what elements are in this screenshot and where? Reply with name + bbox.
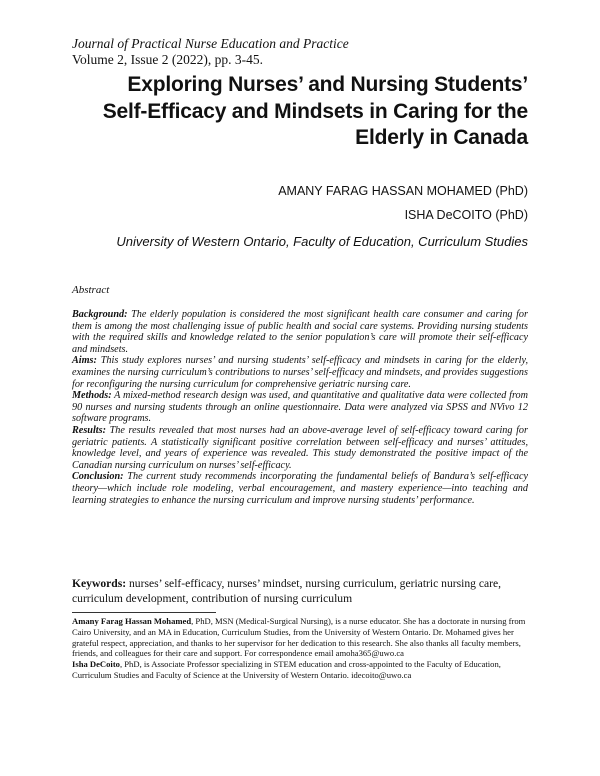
abstract-body xyxy=(72,309,528,506)
section-label: Results: xyxy=(72,424,106,436)
footnotes xyxy=(72,616,530,681)
affiliation: University of Western Ontario, Faculty of Education, Curriculum Studies xyxy=(116,234,528,249)
section-text: This study explores nurses’ and nursing students’ self-efficacy and mindsets in caring for the elderly, examines the nursing curriculum’s contributions to nurses’ self-efficacy and mindsets, and provides suggestions for reconfiguring the nursing curriculum for comprehensive geriatric nursing care. xyxy=(72,355,528,390)
section-text: The results revealed that most nurses had an above-average level of self-efficacy toward caring for geriatric patients. A statistically significant positive correlation between self-efficacy and nurses’ attitudes, knowledge level, and years of experience was revealed. This study demonstrated the positive impact of the Canadian nursing curriculum on nurses’ self-efficacy. xyxy=(72,424,528,471)
section-label: Aims: xyxy=(72,355,97,367)
keywords-label: Keywords: xyxy=(72,577,127,590)
section-text: A mixed-method research design was used, and quantitative and qualitative data were collected from 90 nurses and nursing students through an online questionnaire. Data were analyzed via SPSS and NVivo 12 software programs. xyxy=(72,390,528,425)
section-text: The elderly population is considered the most significant health care consumer and caring for them is among the most challenging issue of public health and social care systems. Providing nursing students with the required skills and knowledge related to the senior population’s care will promote their self-efficacy and mindsets. xyxy=(72,309,528,355)
journal-volume: Volume 2, Issue 2 (2022), pp. 3-45. xyxy=(72,52,263,67)
footnote-label: Isha DeCoito xyxy=(72,659,120,670)
abstract-section-methods xyxy=(72,390,528,425)
paper-title: Exploring Nurses’ and Nursing Students’ Self-Efficacy and Mindsets in Caring for the Elderly in Canada xyxy=(102,73,528,149)
footnote-author-2 xyxy=(72,659,530,681)
abstract-section-results xyxy=(72,425,528,471)
section-label: Background: xyxy=(72,309,128,320)
footnote-text: , PhD, is Associate Professor specializing in STEM education and cross-appointed to the Faculty of Education, Curriculum Studies and Faculty of Science at the University of Western Ontario. idecoito@uwo.ca xyxy=(72,659,501,680)
journal-name: Journal of Practical Nurse Education and Practice xyxy=(72,36,349,51)
section-label: Conclusion: xyxy=(72,471,124,483)
section-label: Methods: xyxy=(72,390,112,402)
keywords xyxy=(72,577,532,606)
abstract-heading: Abstract xyxy=(72,284,110,296)
footnote-label: Amany Farag Hassan Mohamed xyxy=(72,616,192,626)
footnote-author-1 xyxy=(72,616,530,659)
author-name: ISHA DeCOITO (PhD) xyxy=(404,208,528,222)
abstract-section-aims xyxy=(72,355,528,390)
keywords-text: nurses’ self-efficacy, nurses’ mindset, nursing curriculum, geriatric nursing care, curriculum development, contribution of nursing curriculum xyxy=(72,577,502,605)
footnote-text: , PhD, MSN (Medical-Surgical Nursing), is a nurse educator. She has a doctorate in nursing from Cairo University, and an MA in Education, Curriculum Studies, from the University of Western Ontario. Dr. Mohamed gives her grateful respect, appreciation, and thanks to her supervisor for her dedication to this research. She also thanks all faculty members, friends, and colleagues for their care and support. For correspondence email amoha365@uwo.ca xyxy=(72,616,526,659)
footnote-divider xyxy=(72,612,216,613)
abstract-section-background xyxy=(72,309,528,355)
section-text: The current study recommends incorporating the fundamental beliefs of Bandura’s self-efficacy theory—which include role modeling, verbal encouragement, and mastery experience—into teaching and learning strategies to enhance the nursing curriculum and improve nursing students’ performance. xyxy=(72,471,528,506)
abstract-section-conclusion xyxy=(72,471,528,506)
author-name: AMANY FARAG HASSAN MOHAMED (PhD) xyxy=(278,184,528,198)
